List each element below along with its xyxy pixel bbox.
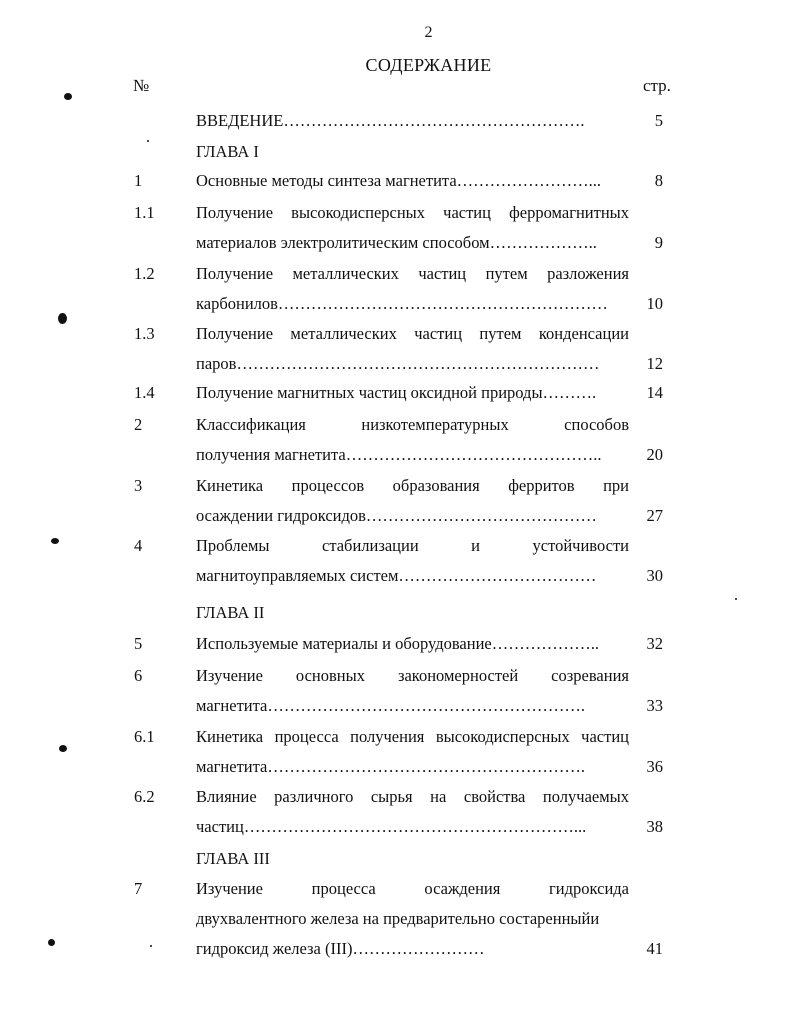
scan-speck	[51, 538, 59, 544]
toc-entry-line: двухвалентного железа на предварительно состаренныйи	[196, 909, 600, 928]
toc-entry-line: частиц……………………………………………………...	[196, 817, 587, 836]
scan-speck	[48, 939, 55, 946]
toc-entry-line: Классификация низкотемпературных способов	[196, 415, 629, 434]
toc-entry-number: 1.1	[134, 203, 155, 222]
page-title: СОДЕРЖАНИЕ	[365, 55, 492, 75]
toc-entry-number: 2	[134, 415, 143, 434]
toc-entry-page: 9	[654, 233, 663, 252]
toc-entry-line: магнитоуправляемых систем………………………………	[196, 566, 597, 585]
toc-entry-page: 5	[654, 111, 663, 130]
toc-entry-page: 14	[646, 383, 663, 402]
toc-entry-line: Кинетика процессов образования ферритов при	[196, 476, 629, 495]
scan-speck	[150, 945, 152, 947]
toc-entry-line: гидроксид железа (III)……………………	[196, 939, 485, 958]
toc-entry-number: 1.4	[134, 383, 155, 402]
toc-entry-page: 32	[646, 634, 663, 653]
toc-entry-number: 1.3	[134, 324, 155, 343]
chapter-heading-3: ГЛАВА III	[196, 849, 270, 868]
scan-speck	[64, 93, 72, 100]
toc-entry-line: Получение магнитных частиц оксидной природы……….	[196, 383, 597, 402]
toc-entry-number: 6	[134, 666, 143, 685]
column-header-number: №	[133, 76, 150, 95]
toc-entry-line: Используемые материалы и оборудование………………..	[196, 634, 599, 653]
toc-entry-line: осаждении гидроксидов……………………………………	[196, 506, 597, 525]
toc-entry-page: 8	[654, 171, 663, 190]
toc-entry-number: 6.2	[134, 787, 155, 806]
toc-entry-title: ВВЕДЕНИЕ	[196, 111, 284, 130]
toc-entry-line: Получение металлических частиц путем конденсации	[196, 324, 629, 343]
toc-entry-line: Получение металлических частиц путем разложения	[196, 264, 629, 283]
toc-entry-line: Влияние различного сырья на свойства получаемых	[196, 787, 629, 806]
scan-speck	[735, 598, 737, 600]
toc-entry-number: 1	[134, 171, 143, 190]
toc-entry-line: Кинетика процесса получения высокодисперсных частиц	[196, 727, 629, 746]
toc-entry-number: 1.2	[134, 264, 155, 283]
toc-entry-line: Получение высокодисперсных частиц ферромагнитных	[196, 203, 629, 222]
toc-entry-page: 30	[646, 566, 663, 585]
chapter-heading-1: ГЛАВА I	[196, 142, 259, 161]
toc-entry-page: 27	[646, 506, 663, 525]
toc-entry-line: магнетита………………………………………………….	[196, 757, 585, 776]
toc-entry-number: 3	[134, 476, 143, 495]
toc-entry-page: 20	[646, 445, 663, 464]
toc-entry-number: 4	[134, 536, 143, 555]
toc-entry-page: 33	[646, 696, 663, 715]
toc-entry-line: паров…………………………………………………………	[196, 354, 600, 373]
toc-entry-page: 12	[646, 354, 663, 373]
toc-entry-line: Основные методы синтеза магнетита……………………...	[196, 171, 602, 190]
scan-speck	[147, 140, 149, 142]
toc-entry-number: 5	[134, 634, 143, 653]
toc-entry-page: 41	[646, 939, 663, 958]
toc-entry-line: Изучение процесса осаждения гидроксида	[196, 879, 629, 898]
toc-entry-line: Проблемы стабилизации и устойчивости	[196, 536, 629, 555]
scan-speck	[59, 745, 67, 752]
column-header-page: стр.	[643, 76, 671, 95]
leader-dots: ……………………………………………….	[283, 111, 585, 130]
toc-entry-line: материалов электролитическим способом………………..	[196, 233, 597, 252]
toc-entry-line: магнетита………………………………………………….	[196, 696, 585, 715]
toc-entry-number: 7	[134, 879, 143, 898]
chapter-heading-2: ГЛАВА II	[196, 603, 265, 622]
toc-entry-line: Изучение основных закономерностей созревания	[196, 666, 629, 685]
page-number: 2	[424, 24, 433, 41]
toc-entry-number: 6.1	[134, 727, 155, 746]
toc-entry-page: 10	[646, 294, 663, 313]
toc-entry-page: 36	[646, 757, 663, 776]
toc-entry-line: карбонилов……………………………………………………	[196, 294, 608, 313]
scan-speck	[58, 313, 67, 324]
toc-entry-line: получения магнетита………………………………………..	[196, 445, 602, 464]
toc-entry-page: 38	[646, 817, 663, 836]
